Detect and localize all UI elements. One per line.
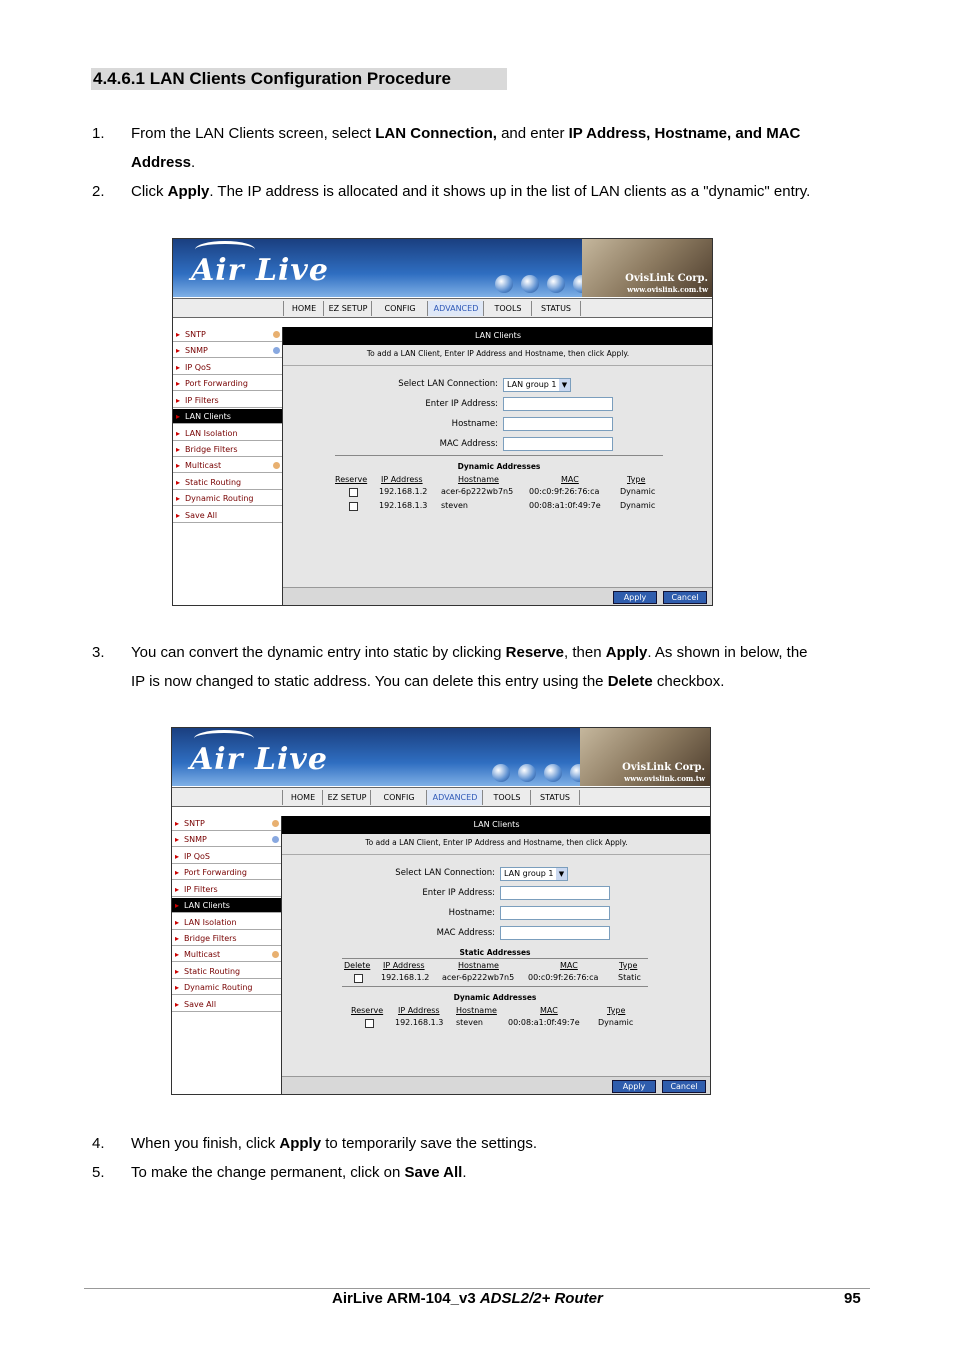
mac-address-input[interactable]	[503, 437, 613, 451]
step-text: , then	[564, 644, 606, 661]
col-mac: MAC	[560, 961, 578, 970]
sidebar-item-lan-isolation[interactable]: ▸ LAN Isolation	[173, 426, 282, 441]
step-bold: Apply	[605, 644, 648, 661]
mac-label: MAC Address:	[439, 439, 498, 449]
globe-icons	[495, 275, 591, 293]
airlive-logo: Air Live	[191, 253, 329, 288]
step-bold: Save All	[404, 1164, 463, 1181]
col-type: Type	[619, 961, 638, 970]
content-panel	[282, 816, 711, 1095]
cell-mac: 00:c0:9f:26:76:ca	[529, 487, 600, 496]
panel-title: LAN Clients	[283, 327, 713, 345]
step-text: You can convert the dynamic entry into static by clicking	[131, 644, 506, 661]
button-bar	[283, 587, 713, 606]
delete-checkbox[interactable]	[354, 974, 363, 983]
col-hostname: Hostname	[456, 1006, 497, 1015]
apply-button[interactable]: Apply	[613, 591, 657, 604]
cell-ip: 192.168.1.2	[379, 487, 428, 496]
col-mac: MAC	[540, 1006, 558, 1015]
step-text: .	[462, 1164, 467, 1181]
banner	[173, 239, 712, 297]
globe-icon	[492, 764, 510, 782]
col-ip: IP Address	[381, 475, 423, 484]
panel-subtitle: To add a LAN Client, Enter IP Address and Hostname, then click Apply.	[366, 349, 630, 358]
col-reserve: Reserve	[351, 1006, 384, 1015]
step-bold: IP Address, Hostname, and MAC	[568, 125, 801, 142]
cell-type: Dynamic	[598, 1018, 634, 1027]
lan-connection-select[interactable]: LAN group 1 ▼	[500, 867, 568, 881]
cell-ip: 192.168.1.3	[379, 501, 428, 510]
page-number: 95	[844, 1290, 861, 1307]
globe-icon	[518, 764, 536, 782]
cell-hostname: steven	[456, 1018, 483, 1027]
step-bold: LAN Connection,	[375, 125, 497, 142]
cell-ip: 192.168.1.3	[395, 1018, 444, 1027]
step-bold: Apply	[279, 1135, 322, 1152]
sidebar-item-static-routing[interactable]: ▸ Static Routing	[173, 475, 282, 490]
step-bold: Address	[131, 154, 192, 171]
airlive-logo: Air Live	[190, 742, 328, 777]
tab-advanced[interactable]: ADVANCED	[426, 790, 483, 805]
chevron-down-icon: ▼	[559, 379, 570, 391]
panel-subtitle: To add a LAN Client, Enter IP Address and Hostname, then click Apply.	[365, 838, 628, 847]
col-ip: IP Address	[398, 1006, 440, 1015]
tab-home[interactable]: HOME	[283, 301, 324, 316]
sidebar-item-dynamic-routing[interactable]: ▸ Dynamic Routing	[173, 491, 282, 506]
tab-config[interactable]: CONFIG	[370, 790, 427, 805]
chevron-down-icon: ▼	[556, 868, 567, 880]
tab-ez-setup[interactable]: EZ SETUP	[323, 301, 372, 316]
step-2	[92, 177, 872, 207]
hostname-input[interactable]	[500, 906, 610, 920]
tab-home[interactable]: HOME	[282, 790, 323, 805]
tab-tools[interactable]: TOOLS	[483, 301, 532, 316]
sidebar-item-save-all[interactable]: ▸ Save All	[173, 508, 282, 523]
step-text: . The IP address is allocated and it shows up in the list of LAN clients as a "dynamic" entry.	[209, 183, 811, 200]
step-text: To make the change permanent, click on	[131, 1164, 405, 1181]
step-number: 2.	[92, 183, 105, 200]
col-hostname: Hostname	[458, 961, 499, 970]
globe-icon	[547, 275, 565, 293]
select-conn-label: Select LAN Connection:	[395, 868, 495, 878]
step-text: and enter	[496, 125, 569, 142]
sidebar-item-dynamic-routing[interactable]: ▸ Dynamic Routing	[172, 980, 281, 995]
sidebar-item-port-forwarding[interactable]: ▸ Port Forwarding	[173, 376, 282, 391]
sidebar-item-static-routing[interactable]: ▸ Static Routing	[172, 964, 281, 979]
ip-address-input[interactable]	[500, 886, 610, 900]
router-screenshot-2	[171, 727, 711, 1095]
sidebar	[173, 327, 283, 605]
step-bold: Apply	[167, 183, 210, 200]
step-3	[92, 638, 872, 698]
dynamic-addresses-title: Dynamic Addresses	[453, 993, 537, 1002]
sidebar	[172, 816, 282, 1094]
sidebar-item-snmp[interactable]: ▸ SNMP	[173, 343, 282, 358]
cell-type: Dynamic	[620, 487, 656, 496]
hostname-label: Hostname:	[451, 419, 498, 429]
step-5	[92, 1158, 872, 1188]
cell-hostname: acer-6p222wb7n5	[442, 973, 515, 982]
sidebar-item-snmp[interactable]: ▸ SNMP	[172, 832, 281, 847]
col-type: Type	[607, 1006, 626, 1015]
mac-label: MAC Address:	[436, 928, 495, 938]
cell-mac: 00:c0:9f:26:76:ca	[528, 973, 599, 982]
step-text: checkbox.	[652, 673, 725, 690]
reserve-checkbox[interactable]	[349, 488, 358, 497]
tab-status[interactable]: STATUS	[531, 301, 581, 316]
router-screenshot-1	[172, 238, 713, 606]
col-ip: IP Address	[383, 961, 425, 970]
cancel-button[interactable]: Cancel	[662, 1080, 706, 1093]
panel-title: LAN Clients	[282, 816, 711, 834]
col-type: Type	[627, 475, 646, 484]
corp-logo: OvisLink Corp. www.ovislink.com.tw	[625, 273, 708, 294]
select-conn-label: Select LAN Connection:	[398, 379, 498, 389]
tab-tools[interactable]: TOOLS	[482, 790, 531, 805]
step-text: to temporarily save the settings.	[321, 1135, 537, 1152]
step-text: IP is now changed to static address. You can delete this entry using the	[131, 673, 608, 690]
sidebar-item-ip-qos[interactable]: ▸ IP QoS	[172, 849, 281, 864]
footer-divider	[84, 1288, 870, 1289]
sidebar-item-ip-qos[interactable]: ▸ IP QoS	[173, 360, 282, 375]
sidebar-item-save-all[interactable]: ▸ Save All	[172, 997, 281, 1012]
step-bold: Delete	[607, 673, 653, 690]
lan-connection-select[interactable]: LAN group 1 ▼	[503, 378, 571, 392]
cell-type: Dynamic	[620, 501, 656, 510]
step-number: 4.	[92, 1135, 105, 1152]
cell-ip: 192.168.1.2	[381, 973, 430, 982]
step-text: When you finish, click	[131, 1135, 280, 1152]
hostname-input[interactable]	[503, 417, 613, 431]
step-number: 3.	[92, 644, 105, 661]
globe-icon	[544, 764, 562, 782]
dynamic-addresses-title: Dynamic Addresses	[457, 462, 541, 471]
col-hostname: Hostname	[458, 475, 499, 484]
tab-advanced[interactable]: ADVANCED	[427, 301, 484, 316]
tab-ez-setup[interactable]: EZ SETUP	[322, 790, 371, 805]
cell-mac: 00:08:a1:0f:49:7e	[529, 501, 601, 510]
content-panel	[283, 327, 713, 606]
globe-icon	[521, 275, 539, 293]
step-text: .	[191, 154, 196, 171]
nav-bar	[173, 298, 712, 318]
reserve-checkbox[interactable]	[349, 502, 358, 511]
sidebar-item-lan-clients[interactable]: ▸ LAN Clients	[173, 409, 282, 424]
cell-mac: 00:08:a1:0f:49:7e	[508, 1018, 580, 1027]
col-reserve: Reserve	[335, 475, 368, 484]
ip-address-input[interactable]	[503, 397, 613, 411]
col-delete: Delete	[344, 961, 371, 970]
apply-button[interactable]: Apply	[612, 1080, 656, 1093]
step-1	[92, 119, 872, 179]
hostname-label: Hostname:	[448, 908, 495, 918]
cell-hostname: steven	[441, 501, 468, 510]
sidebar-item-lan-isolation[interactable]: ▸ LAN Isolation	[172, 915, 281, 930]
ip-label: Enter IP Address:	[425, 399, 498, 409]
section-heading: 4.4.6.1 LAN Clients Configuration Procedure	[91, 68, 507, 90]
nav-bar	[172, 787, 710, 807]
tab-config[interactable]: CONFIG	[371, 301, 428, 316]
globe-icons	[492, 764, 588, 782]
col-mac: MAC	[561, 475, 579, 484]
step-bold: Reserve	[505, 644, 565, 661]
ip-label: Enter IP Address:	[422, 888, 495, 898]
sidebar-item-sntp[interactable]: ▸ SNTP	[172, 816, 281, 831]
globe-icon	[495, 275, 513, 293]
sidebar-item-bridge-filters[interactable]: ▸ Bridge Filters	[173, 442, 282, 457]
reserve-checkbox[interactable]	[365, 1019, 374, 1028]
cancel-button[interactable]: Cancel	[663, 591, 707, 604]
sidebar-item-sntp[interactable]: ▸ SNTP	[173, 327, 282, 342]
sidebar-item-lan-clients[interactable]: ▸ LAN Clients	[172, 898, 281, 913]
static-addresses-title: Static Addresses	[459, 948, 531, 957]
mac-address-input[interactable]	[500, 926, 610, 940]
step-text: From the LAN Clients screen, select	[131, 125, 376, 142]
sidebar-item-ip-filters[interactable]: ▸ IP Filters	[172, 882, 281, 897]
step-text: Click	[131, 183, 168, 200]
cell-type: Static	[618, 973, 641, 982]
tab-status[interactable]: STATUS	[530, 790, 580, 805]
sidebar-item-port-forwarding[interactable]: ▸ Port Forwarding	[172, 865, 281, 880]
step-text: . As shown in below, the	[647, 644, 808, 661]
button-bar	[282, 1076, 711, 1095]
corp-logo: OvisLink Corp. www.ovislink.com.tw	[622, 762, 705, 783]
banner	[172, 728, 710, 786]
footer-product: AirLive ARM-104_v3 ADSL2/2+ Router	[332, 1290, 603, 1307]
sidebar-item-multicast[interactable]: ▸ Multicast	[173, 458, 282, 473]
cell-hostname: acer-6p222wb7n5	[441, 487, 514, 496]
sidebar-item-bridge-filters[interactable]: ▸ Bridge Filters	[172, 931, 281, 946]
step-number: 1.	[92, 125, 105, 142]
step-number: 5.	[92, 1164, 105, 1181]
sidebar-item-ip-filters[interactable]: ▸ IP Filters	[173, 393, 282, 408]
sidebar-item-multicast[interactable]: ▸ Multicast	[172, 947, 281, 962]
step-4	[92, 1129, 872, 1159]
